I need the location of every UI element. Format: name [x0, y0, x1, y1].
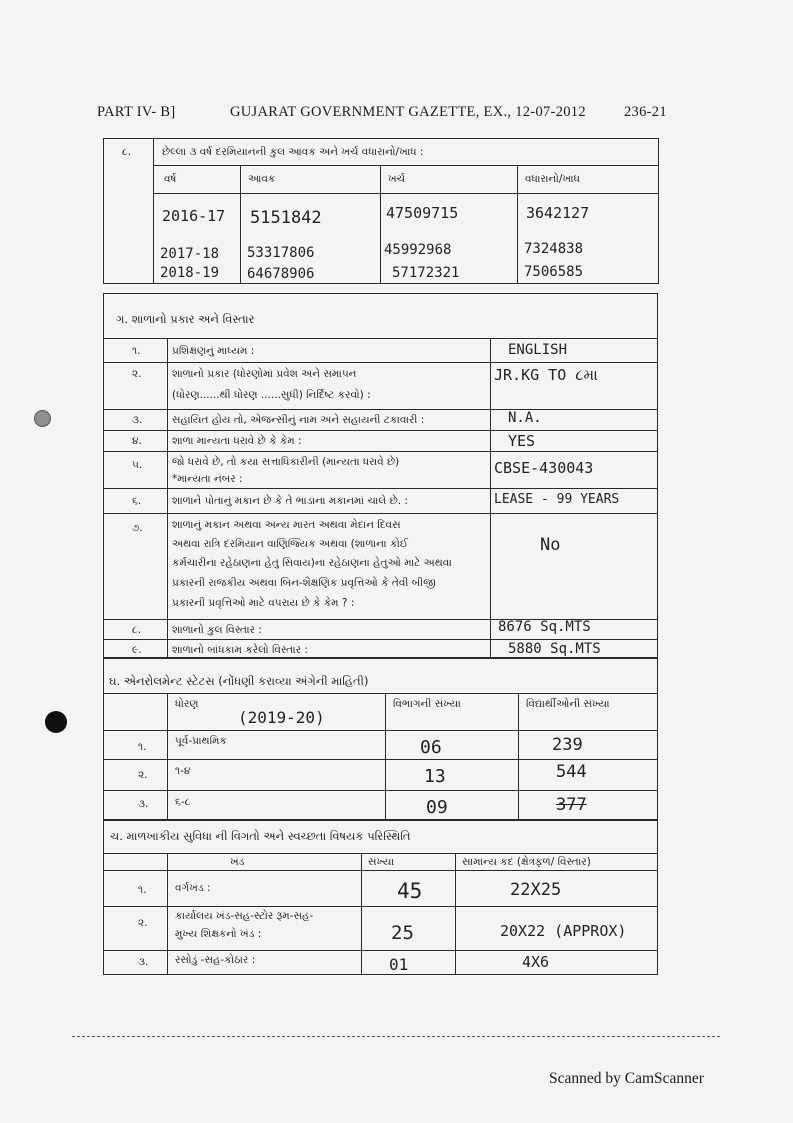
finance-row-expense: 45992968	[384, 242, 452, 258]
finance-header-year: વર્ષ	[164, 173, 177, 185]
school-item-label: *માન્યતા નંબર :	[172, 473, 243, 485]
enrolment-title: ઘ. એનરોલમેન્ટ સ્ટેટસ (નોંધણી કરાવ્યા અંગેની માહિતી)	[109, 674, 369, 688]
enrolment-row-standard: ૧-૪	[175, 765, 191, 777]
facilities-row-number: ૨.	[138, 917, 148, 929]
facilities-row-size: 22X25	[510, 880, 562, 900]
school-item-number: ૧.	[132, 345, 141, 357]
enrolment-header-sections: વિભાગની સંખ્યા	[393, 698, 461, 710]
facilities-table	[103, 820, 658, 975]
finance-row-income: 5151842	[250, 208, 322, 228]
facilities-row-size: 20X22 (APPROX)	[500, 922, 627, 940]
enrolment-row-standard: પૂર્વ-પ્રાથમિક	[175, 735, 227, 747]
finance-row-income: 53317806	[247, 245, 315, 261]
school-item-answer: 8676 Sq.MTS	[498, 619, 591, 635]
facilities-header-count: સંખ્યા	[368, 856, 395, 868]
school-item-number: ૭.	[132, 522, 143, 534]
enrolment-header-students: વિદ્યાર્થીઓની સંખ્યા	[526, 698, 610, 710]
finance-header-expense: ખર્ચ	[388, 173, 406, 185]
school-item-number: ૨.	[132, 368, 142, 380]
facilities-row-room: મુખ્ય શિક્ષકનો ખંડ :	[175, 928, 262, 940]
part-label: PART IV- B]	[97, 104, 176, 120]
school-item-label: જો ધરાવે છે, તો કયા સત્તાધિકારીની (માન્યતા ધરાવે છે)	[172, 456, 400, 468]
facilities-title: ચ. માળખાકીય સુવિધા ની વિગતો અને સ્વચ્છતા વિષયક પરિસ્થિતિ	[110, 829, 411, 843]
school-item-answer: CBSE-430043	[494, 459, 594, 477]
facilities-header-room: ખંડ	[230, 856, 245, 868]
finance-row-year: 2017-18	[160, 246, 220, 262]
punch-hole	[34, 410, 51, 427]
finance-row-expense: 47509715	[386, 204, 459, 222]
school-item-answer: JR.KG TO ૮મા	[494, 366, 598, 384]
finance-row-expense: 57172321	[392, 265, 460, 281]
facilities-row-room: કાર્યાલય ખંડ-સહ-સ્ટોર રૂમ-સહ-	[175, 910, 314, 922]
enrolment-row-standard: ૬-૮	[175, 796, 191, 808]
enrolment-row-sections: 06	[420, 737, 442, 758]
school-item-number: ૮.	[132, 624, 142, 636]
school-item-answer: YES	[508, 432, 536, 450]
school-item-label: શાળાનો પ્રકાર (ધોરણોમાં પ્રવેશ અને સમાપન	[172, 368, 357, 380]
enrolment-row-sections: 13	[424, 766, 446, 787]
school-item-number: ૯.	[132, 644, 142, 656]
enrolment-row-students: 544	[556, 762, 587, 782]
school-item-label: સહાયિત હોય તો, એજન્સીનું નામ અને સહાયની ટકાવારી :	[172, 414, 425, 426]
finance-row-year: 2018-19	[160, 265, 220, 281]
enrolment-year: (2019-20)	[238, 708, 325, 727]
school-item-number: ૫.	[132, 459, 143, 471]
facilities-row-size: 4X6	[522, 953, 550, 971]
school-item-label: શાળાનો કુલ વિસ્તાર :	[172, 624, 262, 636]
school-item-answer: LEASE - 99 YEARS	[494, 492, 620, 507]
school-item-answer: No	[540, 535, 561, 555]
school-item-label: અથવા રાત્રિ દરમિયાન વાણિજ્યિક અથવા (શાળાના કોઈ	[172, 538, 409, 550]
school-item-number: ૪.	[132, 435, 142, 447]
school-item-number: ૬.	[132, 495, 142, 507]
scanner-watermark: Scanned by CamScanner	[549, 1070, 704, 1087]
enrolment-row-students: 239	[552, 735, 583, 755]
finance-header-surplus: વધારાનો/ખાધ	[525, 173, 580, 185]
finance-row-surplus: 7324838	[524, 241, 584, 257]
school-item-label: (ધોરણ......થી ધોરણ ......સુધી) નિર્દિષ્ટ કરવો) :	[172, 389, 371, 401]
facilities-row-count: 25	[391, 922, 414, 944]
finance-number: ૮.	[122, 146, 132, 158]
facilities-row-room: રસોડું -સહ-કોઠાર :	[175, 954, 256, 966]
school-item-label: પ્રશિક્ષણનું માધ્યમ :	[172, 345, 255, 357]
finance-row-surplus: 7506585	[524, 264, 584, 280]
school-item-label: શાળાનું મકાન અથવા અન્ય મારત અથવા મેદાન દિવસ	[172, 519, 401, 531]
school-item-label: પ્રકારની પ્રવૃત્તિઓ માટે વપરાય છે કે કેમ ? :	[172, 597, 355, 609]
facilities-row-count: 45	[397, 879, 423, 903]
school-item-label: શાળાને પોતાનું મકાન છે કે તે ભાડાના મકાનમાં ચાલે છે. :	[172, 495, 408, 507]
enrolment-row-students: 377	[556, 795, 587, 815]
school-item-answer: 5880 Sq.MTS	[508, 641, 601, 657]
school-item-answer: N.A.	[508, 410, 542, 426]
enrolment-header-standard: ધોરણ	[175, 698, 199, 710]
school-item-label: શાળા માન્યતા ધરાવે છે કે કેમ :	[172, 435, 302, 447]
enrolment-row-sections: 09	[426, 797, 448, 818]
bottom-divider	[72, 1036, 720, 1037]
enrolment-row-number: ૨.	[138, 769, 148, 781]
facilities-row-room: વર્ગખંડ :	[175, 882, 211, 894]
page-number: 236-21	[624, 104, 667, 120]
school-item-label: શાળાનો બાંધકામ કરેલો વિસ્તાર :	[172, 644, 308, 656]
finance-header-income: આવક	[248, 173, 276, 185]
gazette-title: GUJARAT GOVERNMENT GAZETTE, EX., 12-07-2012	[230, 104, 586, 120]
school-item-label: કર્મચારીના રહેઠાણના હેતુ સિવાય)ના રહેઠાણના હેતુઓ માટે અથવા	[172, 557, 452, 569]
school-type-title: ગ. શાળાનો પ્રકાર અને વિસ્તાર	[116, 312, 255, 326]
school-item-label: પ્રકારની રાજકીય અથવા બિન-શૈક્ષણિક પ્રવૃત્તિઓ કે તેવી બીજી	[172, 577, 436, 589]
school-item-answer: ENGLISH	[508, 342, 568, 358]
finance-row-year: 2016-17	[162, 207, 226, 225]
enrolment-row-number: ૩.	[138, 798, 149, 810]
facilities-row-count: 01	[389, 955, 409, 974]
finance-row-surplus: 3642127	[526, 204, 590, 222]
punch-hole	[45, 711, 67, 733]
enrolment-row-number: ૧.	[138, 741, 147, 753]
facilities-row-number: ૧.	[138, 884, 147, 896]
finance-row-income: 64678906	[247, 266, 315, 282]
school-item-number: ૩.	[132, 414, 143, 426]
finance-title: છેલ્લા ૩ વર્ષ દરમિયાનની કુલ આવક અને ખર્ચ વધારાનો/ખાધ :	[162, 146, 424, 158]
facilities-header-size: સામાન્ય કદ (ક્ષેત્રફળ/ વિસ્તાર)	[462, 856, 591, 868]
facilities-row-number: ૩.	[138, 956, 149, 968]
